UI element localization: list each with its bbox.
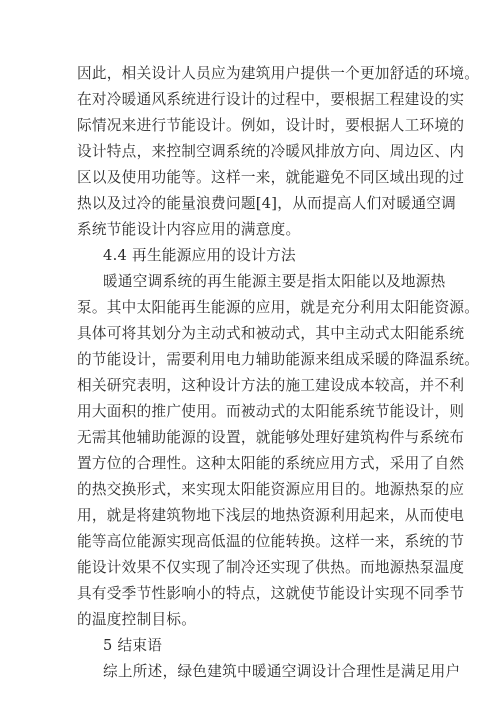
text-line: 用大面积的推广使用。而被动式的太阳能系统节能设计，则	[77, 403, 465, 420]
text-line: 具有受季节性影响小的特点，这就使节能设计实现不同季节	[77, 585, 465, 602]
text-line: 际情况来进行节能设计。例如，设计时，要根据人工环境的	[77, 117, 465, 134]
section-heading: 5 结束语	[103, 637, 163, 654]
text-line: 相关研究表明，这种设计方法的施工建设成本较高，并不利	[77, 377, 465, 394]
text-line: 泵。其中太阳能再生能源的应用，就是充分利用太阳能资源。	[77, 299, 480, 316]
section-heading: 4.4 再生能源应用的设计方法	[103, 247, 296, 264]
text-line: 在对冷暖通风系统进行设计的过程中，要根据工程建设的实	[77, 91, 465, 108]
text-line: 综上所述，绿色建筑中暖通空调设计合理性是满足用户	[103, 663, 461, 680]
text-line: 无需其他辅助能源的设置，就能够处理好建筑构件与系统布	[77, 429, 465, 446]
text-line: 的热交换形式，来实现太阳能资源应用目的。地源热泵的应	[77, 481, 465, 498]
text-line: 的节能设计，需要利用电力辅助能源来组成采暖的降温系统。	[77, 351, 480, 368]
text-line: 能等高位能源实现高低温的位能转换。这样一来，系统的节	[77, 533, 465, 550]
text-line: 具体可将其划分为主动式和被动式，其中主动式太阳能系统	[77, 325, 465, 342]
text-line: 热以及过冷的能量浪费问题[4]，从而提高人们对暖通空调	[77, 195, 457, 212]
text-line: 置方位的合理性。这种太阳能的系统应用方式，采用了自然	[77, 455, 465, 472]
text-line: 能设计效果不仅实现了制冷还实现了供热。而地源热泵温度	[77, 559, 465, 576]
text-line: 用，就是将建筑物地下浅层的地热资源利用起来，从而使电	[77, 507, 465, 524]
text-line: 系统节能设计内容应用的满意度。	[77, 221, 301, 238]
text-line: 设计特点，来控制空调系统的冷暖风排放方向、周边区、内	[77, 143, 465, 160]
text-line: 暖通空调系统的再生能源主要是指太阳能以及地源热	[103, 273, 446, 290]
text-line: 因此，相关设计人员应为建筑用户提供一个更加舒适的环境。	[77, 65, 480, 82]
text-line: 的温度控制目标。	[77, 611, 197, 628]
text-line: 区以及使用功能等。这样一来，就能避免不同区域出现的过	[77, 169, 465, 186]
